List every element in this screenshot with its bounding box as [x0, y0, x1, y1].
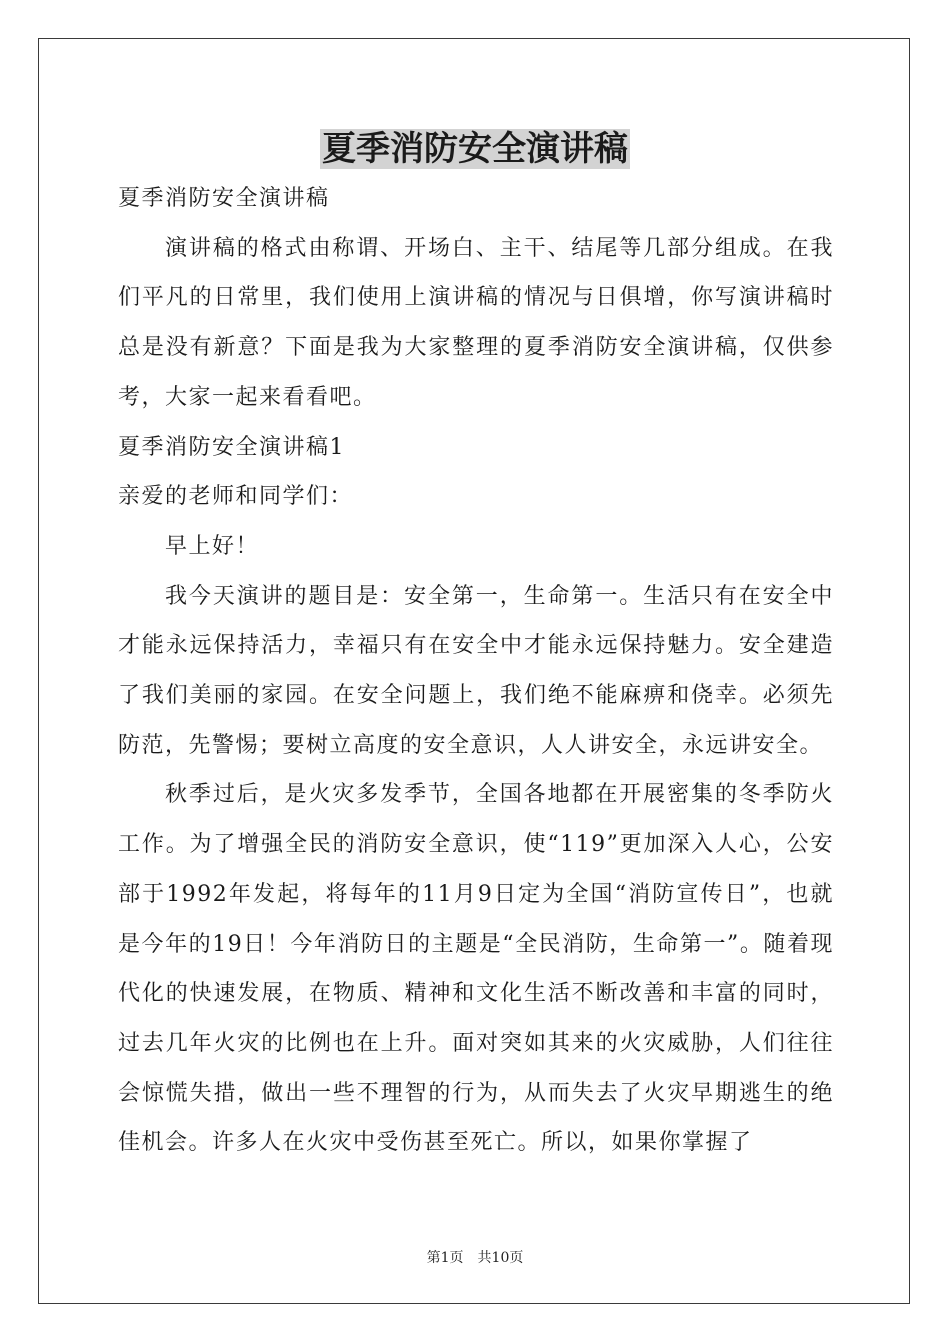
page-number-current: 第1页 — [426, 1250, 464, 1266]
paragraph-subtitle: 夏季消防安全演讲稿 — [118, 186, 330, 211]
document-title-text: 夏季消防安全演讲稿 — [322, 129, 628, 169]
paragraph-topic: 我今天演讲的题目是：安全第一，生命第一。生活只有在安全中才能永远保持活力，幸福只有在安全中才能永远保持魅力。安全建造了我们美丽的家园。在安全问题上，我们绝不能麻痹和侥幸。必须先防范，先警惕；要树立高度的安全意识，人人讲安全，永远讲安全。 — [118, 583, 834, 758]
page-number-total: 共10页 — [477, 1250, 524, 1266]
paragraph-salutation: 亲爱的老师和同学们： — [118, 484, 354, 510]
document-title — [0, 124, 950, 174]
document-body — [118, 174, 834, 1168]
page-footer — [0, 1248, 950, 1268]
paragraph-section-heading: 夏季消防安全演讲稿1 — [118, 434, 345, 460]
paragraph-intro: 演讲稿的格式由称谓、开场白、主干、结尾等几部分组成。在我们平凡的日常里，我们使用上演讲稿的情况与日俱增，你写演讲稿时总是没有新意？下面是我为大家整理的夏季消防安全演讲稿，仅供参考，大家一起来看看吧。 — [118, 235, 834, 410]
paragraph-fire-season: 秋季过后，是火灾多发季节，全国各地都在开展密集的冬季防火工作。为了增强全民的消防安全意识，使“119”更加深入人心，公安部于1992年发起，将每年的11月9日定为全国“消防宣传日”，也就是今年的19日！今年消防日的主题是“全民消防，生命第一”。随着现代化的快速发展，在物质、精神和文化生活不断改善和丰富的同时，过去几年火灾的比例也在上升。面对突如其来的火灾威胁，人们往往会惊慌失措，做出一些不理智的行为，从而失去了火灾早期逃生的绝佳机会。许多人在火灾中受伤甚至死亡。所以，如果你掌握了 — [118, 782, 834, 1156]
paragraph-greeting: 早上好！ — [165, 533, 260, 559]
